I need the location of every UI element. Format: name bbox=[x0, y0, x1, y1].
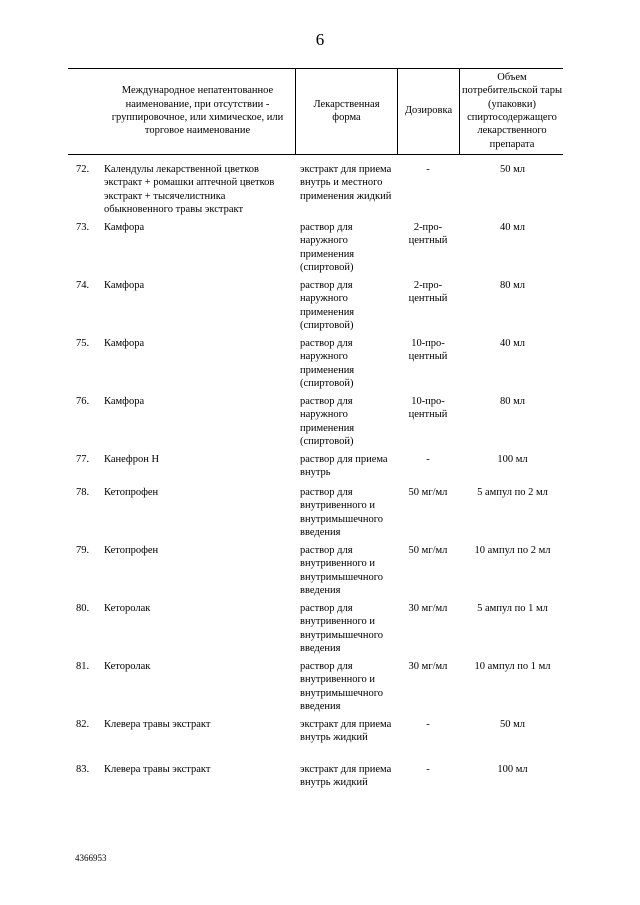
row-name: Кеторолак bbox=[104, 661, 151, 672]
row-volume: 10 ампул по 2 мл bbox=[474, 545, 551, 556]
row-dose: 2-про- центный bbox=[408, 280, 448, 305]
row-volume: 5 ампул по 1 мл bbox=[477, 603, 548, 614]
row-form: экстракт для приема внутрь жидкий bbox=[300, 719, 392, 744]
row-dose: 10-про- центный bbox=[408, 396, 448, 421]
row-volume: 80 мл bbox=[499, 396, 525, 407]
row-number: 74. bbox=[76, 280, 90, 291]
row-form: раствор для наружного применения (спиртовой) bbox=[300, 396, 355, 448]
row-number: 81. bbox=[76, 661, 90, 672]
row-volume: 5 ампул по 2 мл bbox=[477, 487, 548, 498]
row-name: Камфора bbox=[104, 396, 145, 407]
row-volume: 40 мл bbox=[499, 338, 525, 349]
header-name: Международное непатентованное наименование, при отсутствии - группировочное, или химическое, или торговое наименование bbox=[111, 85, 284, 137]
row-volume: 100 мл bbox=[497, 764, 528, 775]
table-header-rule bbox=[68, 154, 563, 155]
row-number: 83. bbox=[76, 764, 90, 775]
document-id: 4366953 bbox=[75, 853, 107, 863]
row-volume: 50 мл bbox=[499, 719, 525, 730]
row-number: 73. bbox=[76, 222, 90, 233]
row-volume: 50 мл bbox=[499, 164, 525, 175]
row-dose: 30 мг/мл bbox=[408, 661, 448, 672]
row-dose: - bbox=[426, 764, 430, 775]
row-name: Кеторолак bbox=[104, 603, 151, 614]
header-dose: Дозировка bbox=[404, 105, 453, 117]
row-dose: 50 мг/мл bbox=[408, 487, 448, 498]
row-number: 82. bbox=[76, 719, 90, 730]
row-volume: 100 мл bbox=[497, 454, 528, 465]
row-number: 76. bbox=[76, 396, 90, 407]
row-number: 80. bbox=[76, 603, 90, 614]
row-dose: - bbox=[426, 164, 430, 175]
row-form: раствор для наружного применения (спиртовой) bbox=[300, 222, 355, 274]
row-form: раствор для наружного применения (спиртовой) bbox=[300, 280, 355, 332]
row-dose: 10-про- центный bbox=[408, 338, 448, 363]
row-form: экстракт для приема внутрь и местного применения жидкий bbox=[300, 164, 392, 202]
page-number: 6 bbox=[315, 30, 325, 49]
row-form: экстракт для приема внутрь жидкий bbox=[300, 764, 392, 789]
row-name: Кетопрофен bbox=[104, 487, 159, 498]
row-volume: 10 ампул по 1 мл bbox=[474, 661, 551, 672]
row-number: 79. bbox=[76, 545, 90, 556]
row-dose: - bbox=[426, 454, 430, 465]
row-name: Канефрон Н bbox=[104, 454, 160, 465]
row-name: Клевера травы экстракт bbox=[104, 719, 211, 730]
row-form: раствор для внутривенного и внутримышечного введения bbox=[300, 487, 384, 539]
row-name: Кетопрофен bbox=[104, 545, 159, 556]
row-form: раствор для внутривенного и внутримышечного введения bbox=[300, 661, 384, 713]
row-form: раствор для внутривенного и внутримышечного введения bbox=[300, 545, 384, 597]
row-number: 75. bbox=[76, 338, 90, 349]
row-form: раствор для внутривенного и внутримышечного введения bbox=[300, 603, 384, 655]
row-number: 72. bbox=[76, 164, 90, 175]
row-volume: 40 мл bbox=[499, 222, 525, 233]
row-dose: 30 мг/мл bbox=[408, 603, 448, 614]
row-form: раствор для приема внутрь bbox=[300, 454, 388, 479]
row-name: Клевера травы экстракт bbox=[104, 764, 211, 775]
row-number: 78. bbox=[76, 487, 90, 498]
header-form: Лекарственная форма bbox=[313, 98, 380, 123]
row-form: раствор для наружного применения (спиртовой) bbox=[300, 338, 355, 390]
row-volume: 80 мл bbox=[499, 280, 525, 291]
row-dose: 2-про- центный bbox=[408, 222, 448, 247]
row-name: Камфора bbox=[104, 222, 145, 233]
row-number: 77. bbox=[76, 454, 90, 465]
row-name: Камфора bbox=[104, 338, 145, 349]
row-name: Календулы лекарственной цветков экстракт + ромашки аптечной цветков экстракт + тысячелистника обыкновенного травы экстракт bbox=[104, 164, 275, 216]
row-name: Камфора bbox=[104, 280, 145, 291]
row-dose: 50 мг/мл bbox=[408, 545, 448, 556]
header-volume: Объем потребительской тары (упаковки) спиртосодержащего лекарственного препарата bbox=[462, 71, 563, 150]
row-dose: - bbox=[426, 719, 430, 730]
